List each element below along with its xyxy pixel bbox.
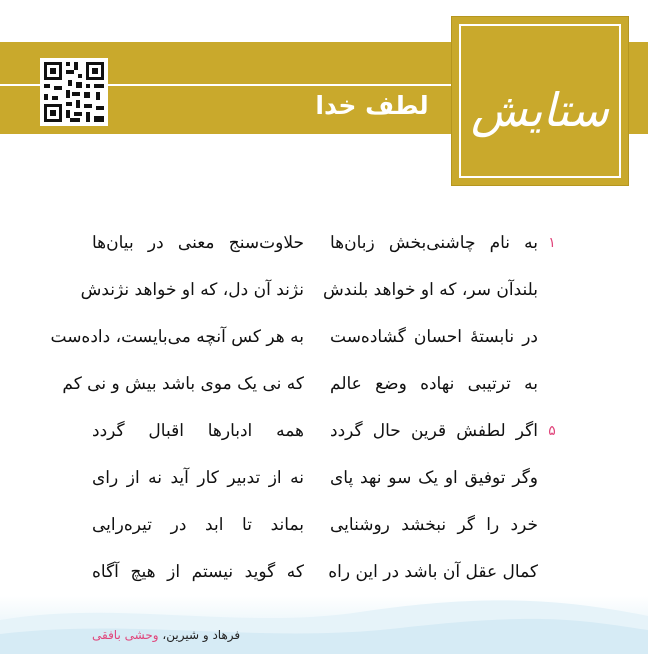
verse-left: بماند تا ابد در تیره‌رایی: [92, 515, 304, 535]
verse-right: به نام چاشنی‌بخش زبان‌ها: [330, 233, 538, 253]
verse-left: که نی یک موی باشد بیش و نی کم: [62, 374, 304, 394]
verse-left: حلاوت‌سنج معنی در بیان‌ها: [92, 233, 304, 253]
couplet-number: ۵: [548, 423, 556, 439]
verse-right: به ترتیبی نهاده وضع عالم: [330, 374, 538, 394]
section-title-box: [452, 17, 628, 185]
poem: [0, 228, 648, 598]
section-title: ستایش: [471, 83, 609, 137]
verse-right: بلندآن سر، که او خواهد بلندش: [323, 280, 538, 300]
verse-right: خرد را گر نبخشد روشنایی: [330, 515, 538, 535]
source-poet: وحشی بافقی: [92, 628, 159, 642]
section-title-frame: [459, 24, 621, 178]
lesson-title: لطف خدا: [315, 91, 429, 120]
verse-left: به هر کس آنچه می‌بایست، داده‌ست: [50, 327, 304, 347]
verse-right: کمال عقل آن باشد در این راه: [328, 562, 538, 582]
verse-right: اگر لطفش قرین حال گردد: [330, 421, 538, 441]
source-work: فرهاد و شیرین،: [162, 628, 241, 642]
verse-left: نه از تدبیر کار آید نه از رای: [92, 468, 304, 488]
verse-left: نژند آن دل، که او خواهد نژندش: [80, 280, 304, 300]
verse-right: وگر توفیق او یک سو نهد پای: [330, 468, 538, 488]
verse-right: در نابستهٔ احسان گشاده‌ست: [330, 327, 538, 347]
couplet-number: ۱: [548, 235, 556, 251]
verse-left: همه ادبارها اقبال گردد: [92, 421, 304, 441]
qr-code-icon[interactable]: [40, 58, 108, 126]
source-citation: [92, 625, 240, 645]
verse-left: که گوید نیستم از هیچ آگاه: [92, 562, 304, 582]
